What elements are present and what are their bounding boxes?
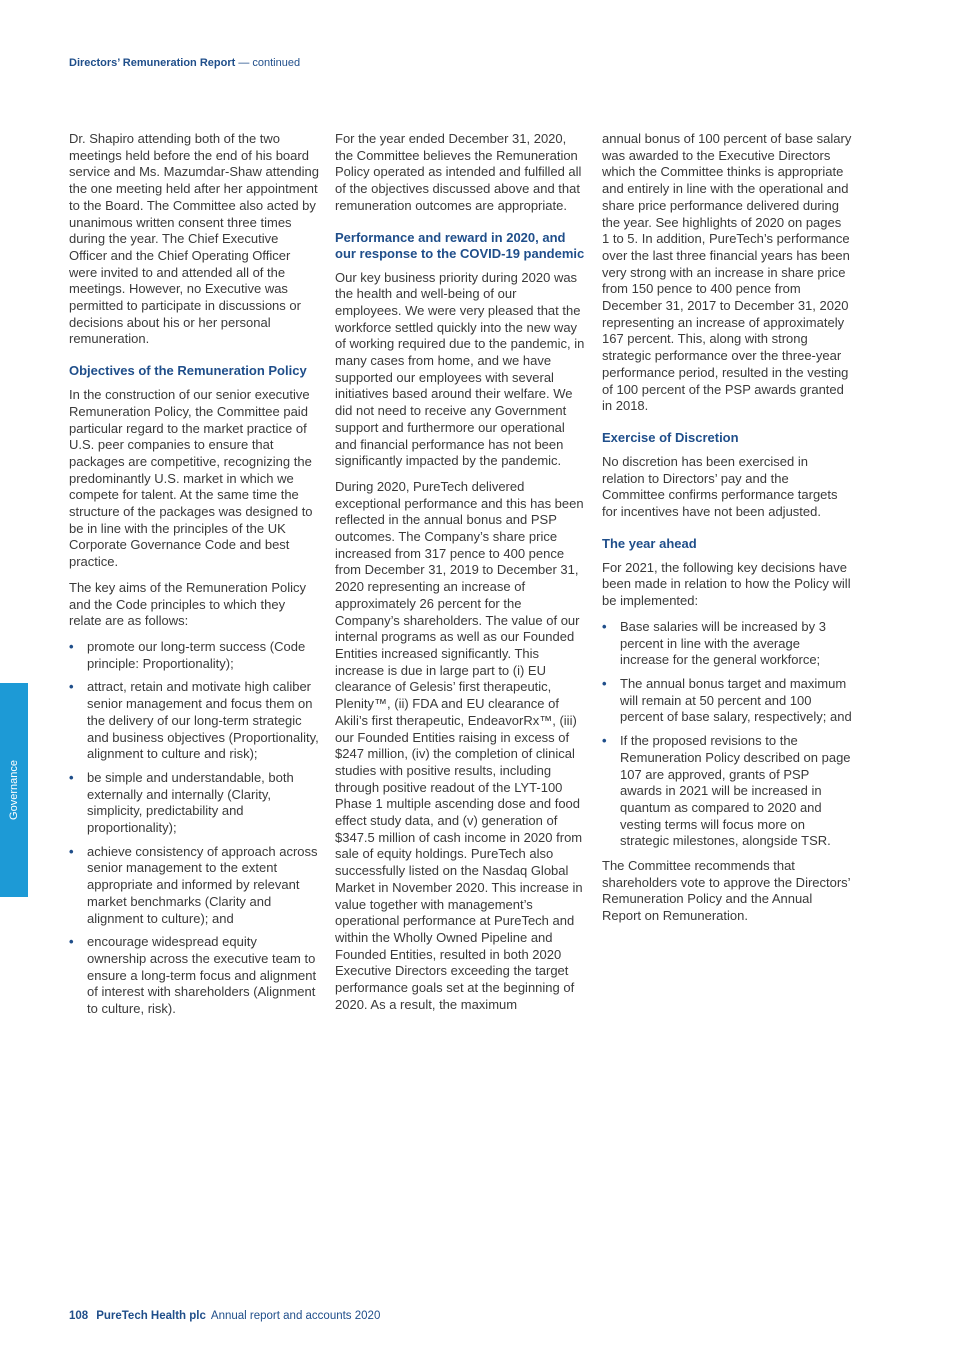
column-2 (335, 131, 585, 1022)
paragraph: During 2020, PureTech delivered exceptional performance and this has been reflected in the annual bonus and PSP outcomes. The Company’s share price increased from 317 pence to 400 pence from December 31, 2019 to December 31, 2020 representing an increase of approximately 26 percent for the Company’s shareholders. The value of our internal programs as well as our Founded Entities increased significantly. This increase is due in large part to (i) EU clearance of Gelesis’ first therapeutic, Plenity™, (ii) FDA and EU clearance of Akili’s first therapeutic, EndeavorRx™, (iii) our Founded Entities raising in excess of $247 million, (iv) the completion of clinical studies with positive results, including through positive readout of the LYT-100 Phase 1 multiple ascending dose and food effect study data, and (v) generation of $347.5 million of cash income in 2020 from sale of equity holdings. PureTech also successfully listed on the Nasdaq Global Market in November 2020. This increase in value together with management’s operational performance at PureTech and within the Wholly Owned Pipeline and Founded Entities, resulted in both 2020 Executive Directors exceeding the target performance goals set at the beginning of 2020. As a result, the maximum (335, 478, 584, 1012)
section-heading-discretion: Exercise of Discretion (602, 429, 739, 445)
list-item: • be simple and understandable, both externally and internally (Clarity, simplicity, predictability and proportionality); (69, 770, 319, 837)
section-side-tab (0, 683, 28, 897)
column-3 (602, 131, 852, 934)
paragraph: Our key business priority during 2020 was the health and well-being of our employees. We were very pleased that the workforce settled quickly into the new way of working required due to the pandemic, in many cases from home, and we have supported our employees with several initiatives based around their welfare. We did not need to receive any Government support and furthermore our operational and financial performance has not been significantly impacted by the pandemic. (335, 269, 585, 469)
page-footer (69, 1310, 380, 1322)
page-number: 108 (69, 1310, 89, 1322)
list-item: • If the proposed revisions to the Remuneration Policy described on page 107 are approved, grants of PSP awards in 2021 will be increased in quantum as compared to 2020 and vesting terms will focus more on strategic milestones, alongside TSR. (602, 733, 852, 850)
paragraph: In the construction of our senior executive Remuneration Policy, the Committee paid particular regard to the market practice of U.S. peer companies to ensure that packages are competitive, recognizing the predominantly U.S. market in which we compete for talent. At the same time the structure of the packages was designed to be in line with the principles of the UK Corporate Governance Code and best practice. (69, 387, 313, 570)
decisions-list (602, 619, 852, 850)
report-title-suffix: — continued (235, 57, 301, 69)
side-tab-label: Governance (8, 760, 20, 820)
paragraph: The key aims of the Remuneration Policy and the Code principles to which they relate are as follows: (69, 579, 306, 629)
running-header (69, 57, 300, 69)
column-1 (69, 131, 319, 1026)
list-item: • Base salaries will be increased by 3 percent in line with the average increase for the general workforce; (602, 619, 852, 669)
section-heading-year-ahead: The year ahead (602, 535, 697, 551)
section-heading-performance: Performance and reward in 2020, and our response to the COVID-19 pandemic (335, 229, 585, 261)
paragraph: The Committee recommends that shareholders vote to approve the Directors’ Remuneration Policy and the Annual Report on Remuneration. (602, 858, 851, 924)
paragraph: annual bonus of 100 percent of base salary was awarded to the Executive Directors which the Committee thinks is appropriate and entirely in line with the operational and share price performance delivered during the year. See highlights of 2020 on pages 1 to 5. In addition, PureTech’s performance over the last three financial years has been very strong with an increase in share price from 150 pence to 400 pence from December 31, 2017 to December 31, 2020 representing an increase of approximately 167 percent. This, along with strong strategic performance over the three-year performance period, resulted in the vesting of 100 percent of the PSP awards granted in 2018. (602, 131, 852, 414)
section-heading-objectives: Objectives of the Remuneration Policy (69, 363, 307, 379)
list-item: • The annual bonus target and maximum will remain at 50 percent and 100 percent of base salary, respectively; and (602, 676, 852, 726)
paragraph: No discretion has been exercised in relation to Directors’ pay and the Committee confirms performance targets for incentives have not been adjusted. (602, 453, 838, 520)
list-item: • encourage widespread equity ownership across the executive team to ensure a long-term focus and alignment of interest with shareholders (Alignment to culture, risk). (69, 934, 319, 1018)
list-item: • promote our long-term success (Code principle: Proportionality); (69, 639, 319, 672)
document-name: Annual report and accounts 2020 (210, 1310, 381, 1322)
key-aims-list (69, 639, 319, 1018)
list-item: • achieve consistency of approach across senior management to the extent appropriate and informed by relevant market benchmarks (Clarity and alignment to culture); and (69, 844, 319, 928)
report-title: Directors’ Remuneration Report (69, 57, 236, 69)
paragraph: For 2021, the following key decisions have been made in relation to how the Policy will be implemented: (602, 559, 851, 609)
company-name: PureTech Health plc (96, 1310, 206, 1322)
list-item: • attract, retain and motivate high caliber senior management and focus them on the delivery of our long-term strategic and business objectives (Proportionality, alignment to culture and risk); (69, 679, 319, 763)
paragraph: For the year ended December 31, 2020, the Committee believes the Remuneration Policy operated as intended and fulfilled all of the objectives discussed above and that remuneration outcomes are appropriate. (335, 131, 582, 213)
paragraph: Dr. Shapiro attending both of the two meetings held before the end of his board service and Ms. Mazumdar-Shaw attending the one meeting held after her appointment to the Board. The Committee also acted by unanimous written consent three times during the year. The Chief Executive Officer and the Chief Operating Officer were invited to and attended all of the meetings. However, no Executive was permitted to participate in discussions or decisions about his or her personal remuneration. (69, 131, 320, 347)
